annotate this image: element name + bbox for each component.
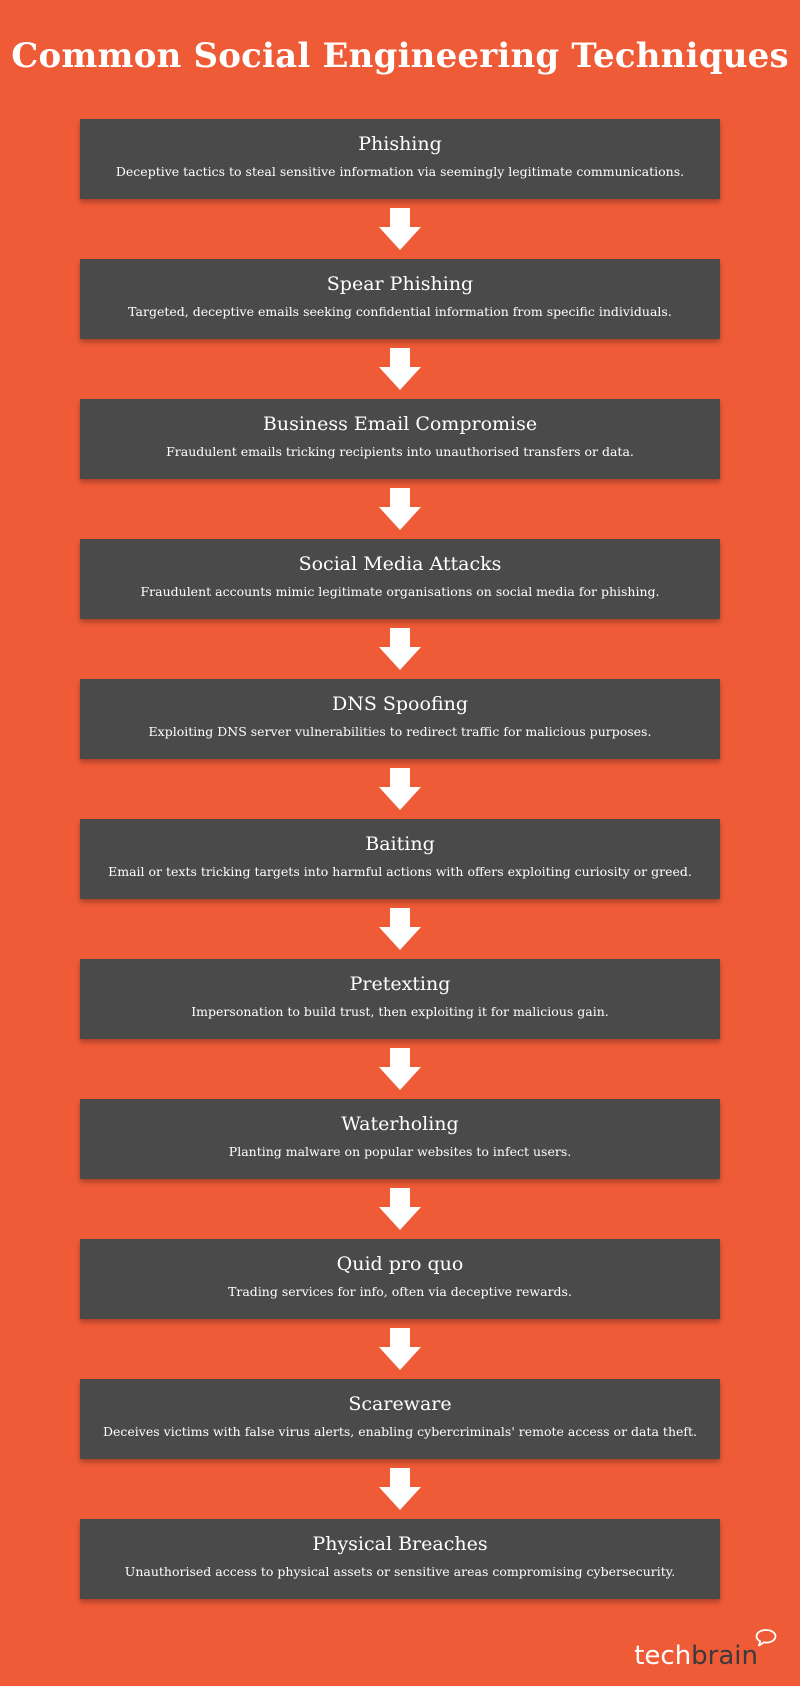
step-description: Planting malware on popular websites to infect users. (228, 1144, 572, 1159)
step-card-scareware (80, 1379, 720, 1459)
brand-logo-brain: brain (691, 1641, 758, 1671)
step-card-business-email-compromise (80, 399, 720, 479)
step-description: Fraudulent accounts mimic legitimate organisations on social media for phishing. (140, 584, 660, 599)
down-arrow-icon (80, 479, 720, 539)
step-title: Pretexting (349, 973, 451, 995)
step-description: Exploiting DNS server vulnerabilities to redirect traffic for malicious purposes. (148, 724, 652, 739)
down-arrow-icon (80, 199, 720, 259)
brand-logo-tech: tech (634, 1641, 692, 1671)
step-card-pretexting (80, 959, 720, 1039)
step-title: Scareware (348, 1393, 452, 1415)
page-title: Common Social Engineering Techniques (11, 36, 789, 76)
step-title: Quid pro quo (336, 1253, 464, 1275)
step-card-baiting (80, 819, 720, 899)
step-card-phishing (80, 119, 720, 199)
down-arrow-icon (80, 1319, 720, 1379)
down-arrow-icon (80, 619, 720, 679)
step-title: Phishing (358, 133, 442, 155)
step-card-dns-spoofing (80, 679, 720, 759)
step-description: Fraudulent emails tricking recipients into unauthorised transfers or data. (166, 444, 634, 459)
brand-logo (634, 1636, 758, 1676)
step-card-physical-breaches (80, 1519, 720, 1599)
step-title: Baiting (365, 833, 435, 855)
down-arrow-icon (80, 759, 720, 819)
step-card-quid-pro-quo (80, 1239, 720, 1319)
step-title: Business Email Compromise (262, 413, 538, 435)
step-card-waterholing (80, 1099, 720, 1179)
step-card-spear-phishing (80, 259, 720, 339)
down-arrow-icon (80, 899, 720, 959)
step-description: Unauthorised access to physical assets or sensitive areas compromising cybersecurity. (124, 1564, 676, 1579)
step-title: Spear Phishing (326, 273, 474, 295)
step-description: Deceptive tactics to steal sensitive information via seemingly legitimate communications. (115, 164, 685, 179)
step-description: Trading services for info, often via deceptive rewards. (228, 1284, 572, 1299)
step-title: Physical Breaches (312, 1533, 488, 1555)
down-arrow-icon (80, 1039, 720, 1099)
steps-flow (80, 119, 720, 1599)
down-arrow-icon (80, 1179, 720, 1239)
step-title: Social Media Attacks (298, 553, 502, 575)
speech-bubble-icon (754, 1628, 778, 1648)
step-title: Waterholing (341, 1113, 459, 1135)
down-arrow-icon (80, 339, 720, 399)
step-title: DNS Spoofing (331, 693, 469, 715)
step-description: Email or texts tricking targets into harmful actions with offers exploiting curiosity or greed. (108, 864, 692, 879)
step-description: Impersonation to build trust, then exploiting it for malicious gain. (191, 1004, 609, 1019)
step-description: Targeted, deceptive emails seeking confidential information from specific individuals. (128, 304, 672, 319)
step-description: Deceives victims with false virus alerts, enabling cybercriminals' remote access or data theft. (102, 1424, 698, 1439)
step-card-social-media-attacks (80, 539, 720, 619)
down-arrow-icon (80, 1459, 720, 1519)
